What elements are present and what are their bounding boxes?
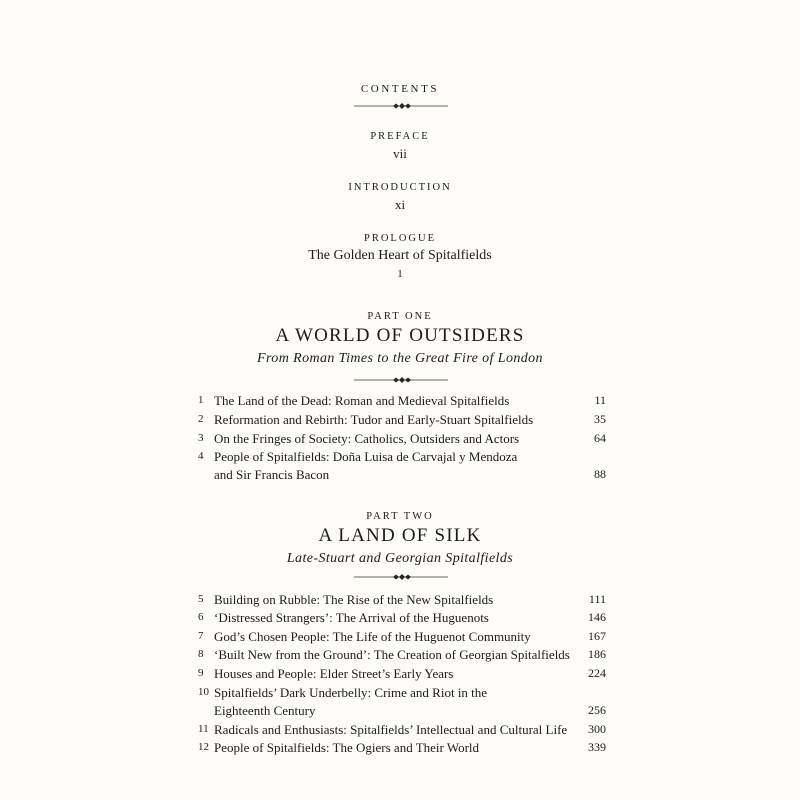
introduction-label: INTRODUCTION — [348, 182, 452, 193]
chapter-page: 146 — [588, 610, 606, 624]
chapter-number: 1 — [198, 394, 204, 406]
prologue-label: PROLOGUE — [363, 233, 436, 244]
chapter-number: 3 — [198, 432, 204, 444]
chapter-title: ‘Distressed Strangers’: The Arrival of the Huguenots — [214, 610, 489, 625]
chapter-title: The Land of the Dead: Roman and Medieval Spitalfields — [214, 393, 510, 408]
chapter-title: Reformation and Rebirth: Tudor and Early-Stuart Spitalfields — [214, 412, 534, 427]
chapter-number: 6 — [198, 611, 204, 623]
chapter-page: 167 — [588, 629, 606, 643]
chapter-title: ‘Built New from the Ground’: The Creation of Georgian Spitalfields — [214, 647, 570, 662]
toc-entry-10-continued[interactable] — [198, 701, 606, 720]
chapter-number: 11 — [198, 723, 209, 735]
chapter-title: Spitalfields’ Dark Underbelly: Crime and Riot in the — [214, 685, 488, 700]
chapter-title: On the Fringes of Society: Catholics, Outsiders and Actors — [214, 431, 520, 446]
prologue-title: The Golden Heart of Spitalfields — [308, 248, 492, 263]
chapter-page: 224 — [588, 666, 606, 680]
chapter-title: Radicals and Enthusiasts: Spitalfields’ Intellectual and Cultural Life — [214, 722, 568, 737]
toc-entry-9[interactable] — [198, 664, 606, 683]
prologue-page: 1 — [397, 268, 403, 280]
part-two-label: PART TWO — [366, 511, 434, 522]
chapter-title: Building on Rubble: The Rise of the New Spitalfields — [214, 592, 494, 607]
heading-ornament — [354, 102, 448, 110]
chapter-title: Houses and People: Elder Street’s Early Years — [214, 666, 454, 681]
chapter-title-continued: and Sir Francis Bacon — [214, 467, 330, 482]
chapter-number: 12 — [198, 741, 209, 753]
toc-entry-12[interactable] — [198, 738, 606, 757]
toc-entry-6[interactable] — [198, 608, 606, 627]
toc-entry-1[interactable] — [198, 391, 606, 410]
toc-entry-8[interactable] — [198, 645, 606, 664]
preface-label: PREFACE — [370, 131, 430, 142]
part-one-ornament — [354, 376, 448, 384]
part-two-subtitle: Late-Stuart and Georgian Spitalfields — [286, 551, 514, 566]
chapter-title: God’s Chosen People: The Life of the Huguenot Community — [214, 629, 531, 644]
chapter-page: 186 — [588, 647, 606, 661]
part-one-subtitle: From Roman Times to the Great Fire of London — [257, 351, 543, 366]
chapter-page: 11 — [594, 393, 606, 407]
preface-page: vii — [393, 146, 407, 161]
part-two-ornament — [354, 573, 448, 581]
chapter-page: 88 — [594, 467, 606, 481]
chapter-number: 5 — [198, 593, 204, 605]
chapter-page: 64 — [594, 431, 606, 445]
chapter-title: People of Spitalfields: Doña Luisa de Carvajal y Mendoza — [214, 449, 518, 464]
chapter-number: 4 — [198, 450, 204, 462]
chapter-title: People of Spitalfields: The Ogiers and Their World — [214, 740, 480, 755]
toc-entry-4-continued[interactable] — [198, 465, 606, 484]
chapter-number: 8 — [198, 648, 204, 660]
contents-heading: CONTENTS — [360, 83, 440, 95]
toc-entry-5[interactable] — [198, 590, 606, 609]
chapter-page: 111 — [588, 592, 606, 606]
chapter-page: 339 — [588, 740, 606, 754]
chapter-number: 9 — [198, 667, 204, 679]
toc-entry-10[interactable] — [198, 683, 606, 702]
chapter-title-continued: Eighteenth Century — [214, 703, 316, 718]
chapter-page: 35 — [594, 412, 606, 426]
chapter-number: 10 — [198, 686, 209, 698]
chapter-page: 300 — [588, 722, 606, 736]
chapter-number: 2 — [198, 413, 204, 425]
part-one-title: A WORLD OF OUTSIDERS — [275, 325, 525, 346]
part-two-title: A LAND OF SILK — [318, 525, 482, 546]
toc-entry-4[interactable] — [198, 447, 606, 466]
toc-entry-3[interactable] — [198, 429, 606, 448]
part-one-label: PART ONE — [367, 311, 433, 322]
introduction-page: xi — [394, 197, 406, 212]
toc-entry-2[interactable] — [198, 410, 606, 429]
chapter-page: 256 — [588, 703, 606, 717]
chapter-number: 7 — [198, 630, 204, 642]
toc-entry-11[interactable] — [198, 720, 606, 739]
toc-entry-7[interactable] — [198, 627, 606, 646]
